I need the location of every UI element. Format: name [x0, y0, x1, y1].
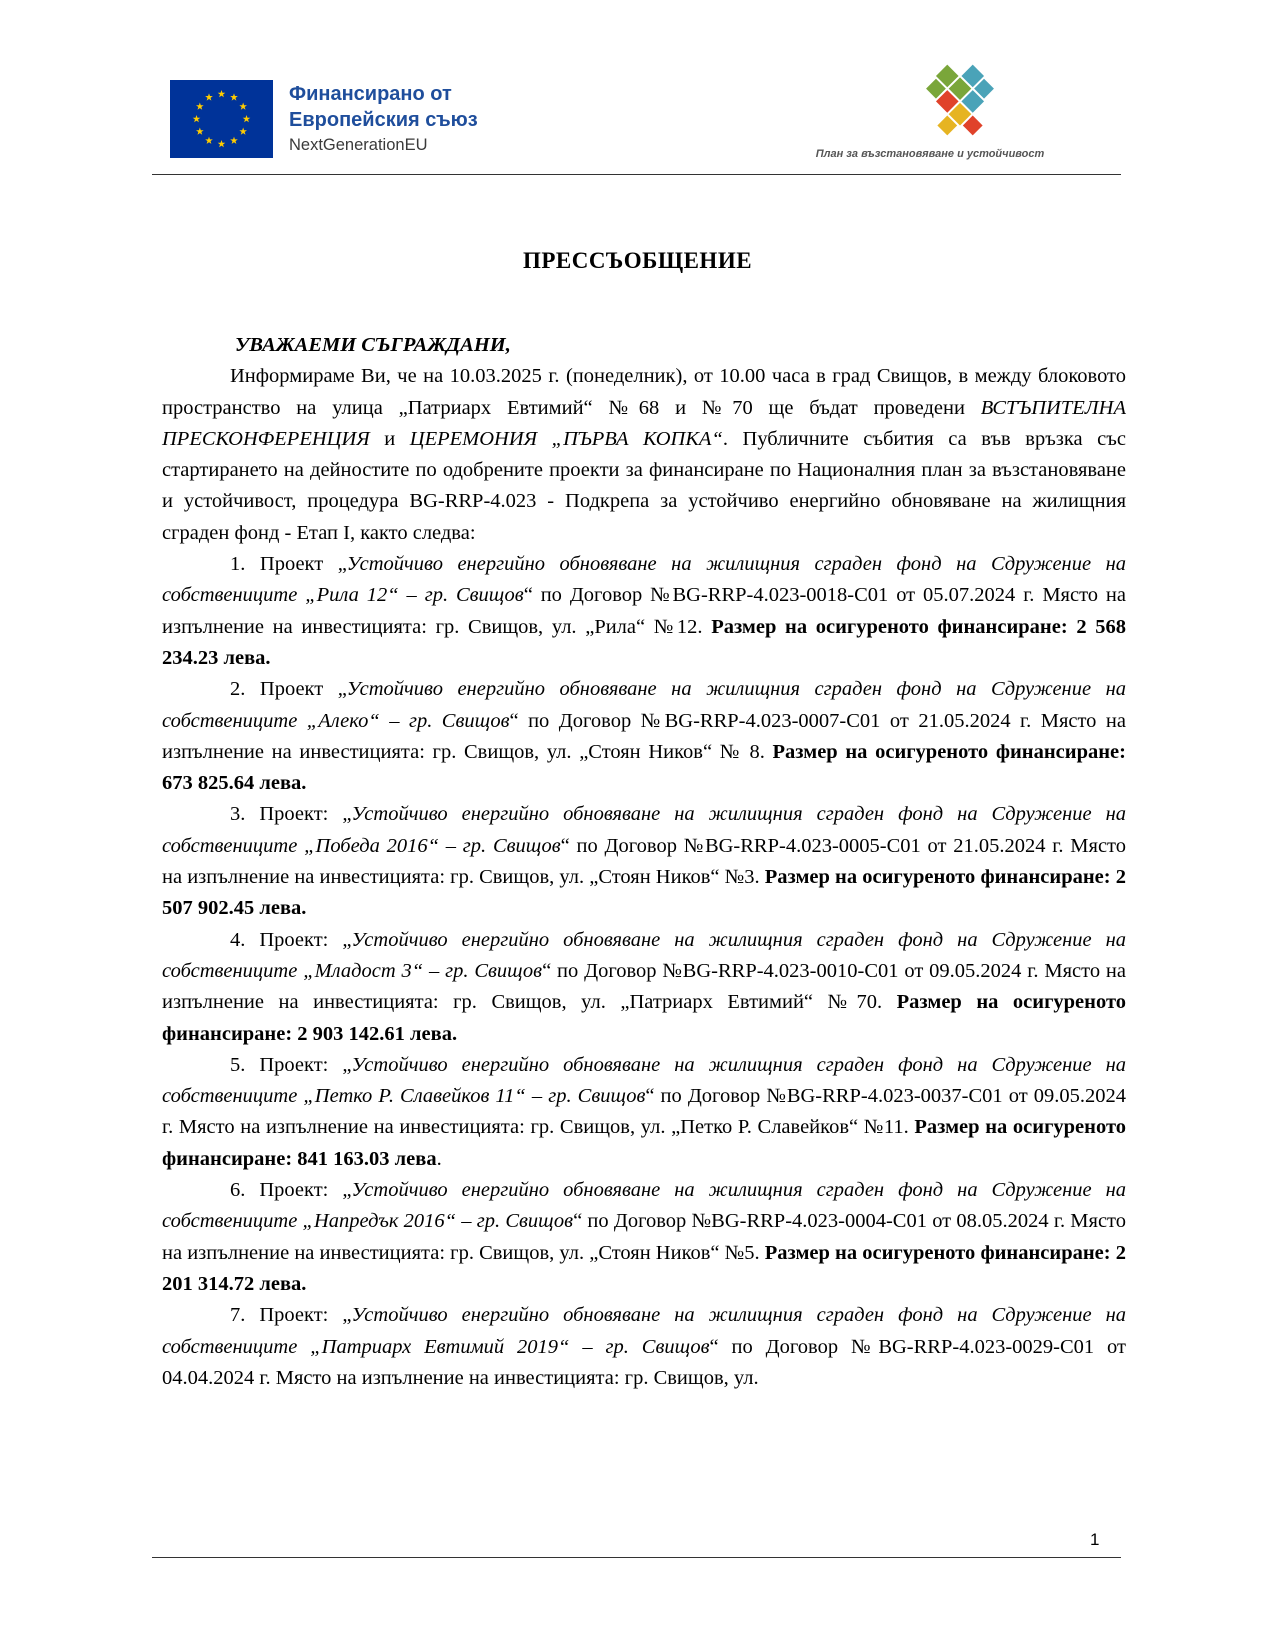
eu-funding-label [289, 81, 478, 157]
header-divider [152, 174, 1121, 175]
page-title: ПРЕССЪОБЩЕНИЕ [522, 248, 753, 273]
eu-star-icon [243, 115, 251, 122]
project-item-2 [162, 674, 1126, 799]
project-details: “ по Договор №BG-RRP-4.023-0004-С01 от 08.05.2024 г. Място на изпълнение на инвестицията: гр. Свищов, ул. „Стоян Ников“ №5. [162, 1210, 1126, 1264]
eu-star-icon [218, 90, 226, 97]
project-name: Устойчиво енергийно обновяване на жилищния сграден фонд на Сдружение на собствениците „Петко Р. Славейков 11“ – гр. Свищов [162, 1053, 1126, 1108]
project-item-1 [162, 549, 1126, 674]
eu-star-icon [196, 103, 204, 110]
project-funding: Размер на осигуреното финансиране: 2 903 142.61 лева. [162, 991, 1126, 1045]
project-funding: Размер на осигуреното финансиране: 673 825.64 лева. [162, 740, 1126, 795]
eu-star-icon [205, 137, 213, 144]
eu-star-icon [218, 140, 226, 147]
eu-star-icon [239, 103, 247, 110]
intro-text-1: Информираме Ви, че на 10.03.2025 г. (понеделник), от 10.00 часа в град Свищов, в между блоковото пространство на улица „Патриарх Евтимий“ №68 и №70 ще бъдат проведени [162, 365, 1126, 419]
eu-star-icon [205, 93, 213, 100]
project-prefix: 5. Проект: „ [230, 1053, 352, 1076]
eu-flag-logo [170, 80, 273, 158]
eu-label-line1: Финансирано от [289, 83, 452, 105]
project-funding: Размер на осигуреното финансиране: 841 163.03 лева [162, 1116, 1126, 1170]
eu-label-line2: Европейския съюз [289, 109, 478, 131]
project-item-5 [162, 1050, 1126, 1175]
project-item-7 [162, 1300, 1126, 1394]
project-prefix: 4. Проект: „ [230, 928, 352, 951]
project-details: “ по Договор №BG-RRP-4.023-0005-С01 от 21.05.2024 г. Място на изпълнение на инвестицията: гр. Свищов, ул. „Стоян Ников“ №3. [162, 834, 1126, 889]
project-funding: Размер на осигуреното финансиране: 2 568 234.23 лева. [162, 615, 1126, 669]
page-number: 1 [1090, 1530, 1100, 1549]
recovery-plan-caption: План за възстановяване и устойчивост [815, 148, 1045, 160]
project-prefix: 2. Проект „ [230, 678, 347, 701]
eu-star-icon [230, 137, 238, 144]
project-name: Устойчиво енергийно обновяване на жилищния сграден фонд на Сдружение на собствениците „Рила 12“ – гр. Свищов [162, 553, 1126, 607]
project-name: Устойчиво енергийно обновяване на жилищния сграден фонд на Сдружение на собствениците „Младост 3“ – гр. Свищов [162, 928, 1126, 982]
project-details: “ по Договор №BG-RRP-4.023-0018-С01 от 05.07.2024 г. Място на изпълнение на инвестицията: гр. Свищов, ул. „Рила“ №12. [162, 584, 1126, 638]
project-details: “ по Договор №BG-RRP-4.023-0029-С01 от 04.04.2024 г. Място на изпълнение на инвестицията: гр. Свищов, ул. [162, 1335, 1126, 1389]
event-ceremony: ЦЕРЕМОНИЯ „ПЪРВА КОПКА“ [409, 427, 723, 450]
eu-star-icon [196, 128, 204, 135]
eu-star-icon [193, 115, 201, 122]
project-prefix: 6. Проект: „ [230, 1179, 352, 1202]
project-prefix: 1. Проект „ [230, 553, 347, 576]
intro-text-3: . Публичните събития са във връзка със стартирането на дейностите по одобрените проекти за финансиране по Националния план за възстановяване и устойчивост, процедура BG-RRP-4.023 - Подкрепа за устойчиво енергийно обновяване на жилищния сграден фонд - Етап I, както следва: [162, 427, 1126, 544]
project-item-4 [162, 925, 1126, 1050]
page-header [160, 55, 1110, 175]
intro-text-2: и [369, 427, 410, 450]
project-details: “ по Договор №BG-RRP-4.023-0007-С01 от 21.05.2024 г. Място на изпълнение на инвестицията: гр. Свищов, ул. „Стоян Ников“ № 8. [162, 709, 1126, 763]
project-funding: Размер на осигуреното финансиране: 2 507 902.45 лева. [162, 866, 1126, 920]
project-tail: . [436, 1147, 442, 1170]
intro-paragraph [162, 361, 1126, 549]
project-name: Устойчиво енергийно обновяване на жилищния сграден фонд на Сдружение на собствениците „Патриарх Евтимий 2019“ – гр. Свищов [162, 1304, 1126, 1358]
eu-stars-icon [170, 80, 273, 158]
eu-star-icon [239, 128, 247, 135]
press-release-body [162, 330, 1126, 1394]
project-prefix: 3. Проект: „ [230, 803, 352, 826]
salutation: УВАЖАЕМИ СЪГРАЖДАНИ, [235, 334, 511, 356]
project-details: “ по Договор №BG-RRP-4.023-0010-С01 от 09.05.2024 г. Място на изпълнение на инвестицията: гр. Свищов, ул. „Патриарх Евтимий“ №70. [162, 959, 1126, 1014]
recovery-plan-logo [905, 55, 1015, 145]
event-press-conference: ВСТЪПИТЕЛНА ПРЕСКОНФЕРЕНЦИЯ [162, 396, 1126, 450]
project-item-6 [162, 1175, 1126, 1300]
project-item-3 [162, 799, 1126, 924]
footer-divider [152, 1557, 1121, 1558]
project-name: Устойчиво енергийно обновяване на жилищния сграден фонд на Сдружение на собствениците „Напредък 2016“ – гр. Свищов [162, 1179, 1126, 1233]
project-prefix: 7. Проект: „ [230, 1304, 352, 1327]
project-details: “ по Договор №BG-RRP-4.023-0037-С01 от 09.05.2024 г. Място на изпълнение на инвестицията: гр. Свищов, ул. „Петко Р. Славейков“ №11. [162, 1085, 1126, 1139]
project-funding: Размер на осигуреното финансиране: 2 201 314.72 лева. [162, 1241, 1126, 1295]
project-name: Устойчиво енергийно обновяване на жилищния сграден фонд на Сдружение на собствениците „Алеко“ – гр. Свищов [162, 678, 1126, 732]
eu-label-line3: NextGenerationEU [289, 136, 428, 154]
project-name: Устойчиво енергийно обновяване на жилищния сграден фонд на Сдружение на собствениците „Победа 2016“ – гр. Свищов [162, 803, 1126, 857]
eu-star-icon [230, 93, 238, 100]
